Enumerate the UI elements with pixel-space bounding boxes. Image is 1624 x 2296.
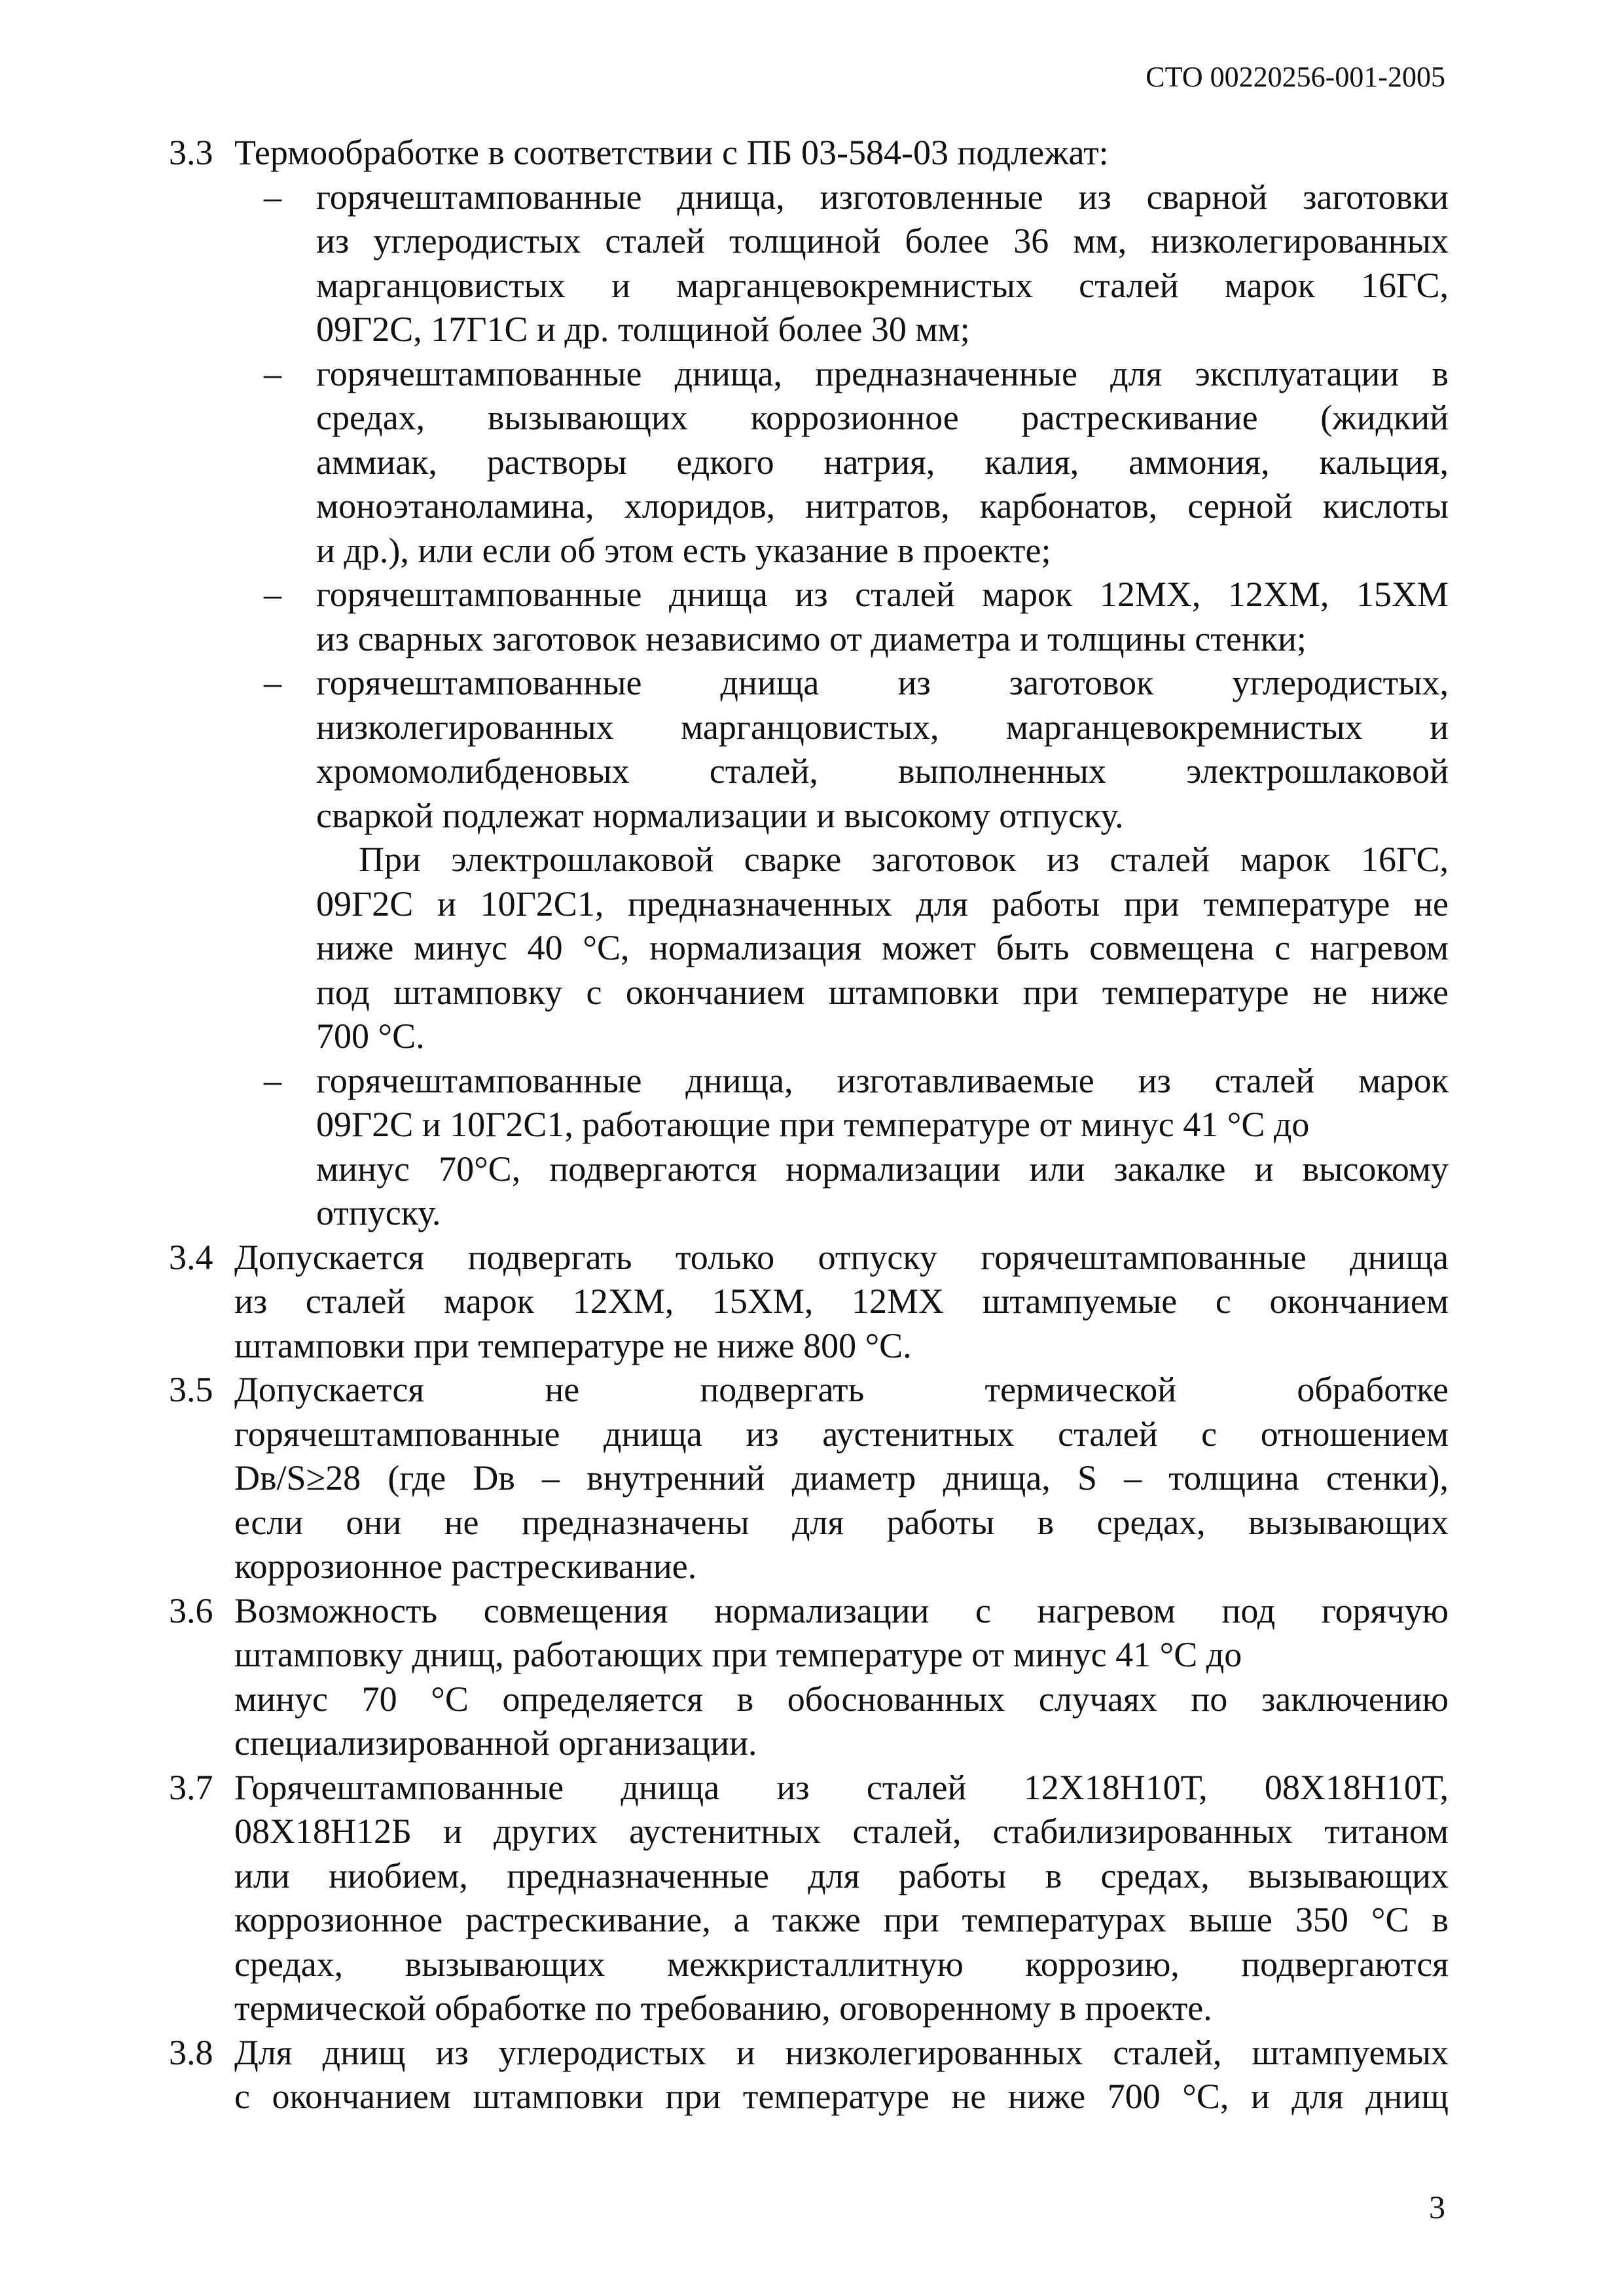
list-item-text: марганцовистых и марганцевокремнистых сталей марок 16ГС, bbox=[316, 265, 1449, 305]
dash-bullet: – bbox=[264, 663, 281, 702]
list-item-text: горячештампованные днища, предназначенные для эксплуатации в bbox=[316, 353, 1449, 393]
section-number: 3.3 bbox=[169, 133, 213, 172]
list-item bbox=[264, 661, 1449, 706]
section-text: с окончанием штамповки при температуре не ниже 700 °С, и для днищ bbox=[234, 2077, 1449, 2116]
section-3-4 bbox=[169, 1236, 1449, 1280]
section-text: если они не предназначены для работы в средах, вызывающих bbox=[234, 1502, 1449, 1542]
section-text: средах, вызывающих межкристаллитную коррозию, подвергаются bbox=[234, 1944, 1449, 1984]
list-item-text: моноэтаноламина, хлоридов, нитратов, карбонатов, серной кислоты bbox=[316, 486, 1449, 526]
paragraph-text: под штамповку с окончанием штамповки при температуре не ниже bbox=[316, 972, 1449, 1012]
section-text: коррозионное растрескивание. bbox=[234, 1547, 697, 1586]
list-item-text: горячештампованные днища, изготавливаемые из сталей марок bbox=[316, 1060, 1449, 1100]
section-text: или ниобием, предназначенные для работы в средах, вызывающих bbox=[234, 1856, 1449, 1895]
paragraph-text: 700 °С. bbox=[316, 1016, 425, 1056]
list-item-text: 09Г2С и 10Г2С1, работающие при температуре от минус 41 °С до bbox=[316, 1105, 1310, 1144]
list-item bbox=[264, 175, 1449, 220]
section-number: 3.8 bbox=[169, 2032, 213, 2072]
list-item bbox=[264, 352, 1449, 397]
list-item-text: и др.), или если об этом есть указание в проекте; bbox=[316, 530, 1051, 570]
page-number: 3 bbox=[1429, 2189, 1445, 2225]
section-text: штамповку днищ, работающих при температуре от минус 41 °С до bbox=[234, 1635, 1242, 1674]
list-item-text: 09Г2С, 17Г1С и др. толщиной более 30 мм; bbox=[316, 310, 970, 349]
section-text: Термообработке в соответствии с ПБ 03-584-03 подлежат: bbox=[234, 133, 1109, 172]
list-item-text: горячештампованные днища из сталей марок 12МХ, 12ХМ, 15ХМ bbox=[316, 575, 1449, 614]
section-text: Горячештампованные днища из сталей 12Х18Н10Т, 08Х18Н10Т, bbox=[234, 1767, 1449, 1807]
section-3-5 bbox=[169, 1368, 1449, 1412]
dash-bullet: – bbox=[264, 1060, 281, 1100]
dash-bullet: – bbox=[264, 177, 281, 217]
section-3-6 bbox=[169, 1589, 1449, 1634]
section-text: термической обработке по требованию, оговоренному в проекте. bbox=[234, 1988, 1212, 2028]
list-item-text: хромомолибденовых сталей, выполненных электрошлаковой bbox=[316, 751, 1449, 791]
list-item-text: из сварных заготовок независимо от диаметра и толщины стенки; bbox=[316, 619, 1307, 658]
section-text: Допускается не подвергать термической обработке bbox=[234, 1370, 1449, 1409]
section-text: специализированной организации. bbox=[234, 1723, 757, 1763]
section-number: 3.7 bbox=[169, 1767, 213, 1807]
list-item-text: низколегированных марганцовистых, марганцевокремнистых и bbox=[316, 707, 1449, 747]
list-item bbox=[264, 573, 1449, 617]
section-number: 3.4 bbox=[169, 1237, 213, 1277]
section-text: Возможность совмещения нормализации с нагревом под горячую bbox=[234, 1590, 1449, 1630]
section-text: коррозионное растрескивание, а также при температурах выше 350 °С в bbox=[234, 1900, 1449, 1939]
section-3-3-heading bbox=[169, 131, 1449, 175]
list-item-text: средах, вызывающих коррозионное растрескивание (жидкий bbox=[316, 398, 1449, 437]
list-item-text: сваркой подлежат нормализации и высокому отпуску. bbox=[316, 795, 1124, 835]
paragraph-text: При электрошлаковой сварке заготовок из сталей марок 16ГС, bbox=[359, 840, 1449, 879]
list-item-text: минус 70°С, подвергаются нормализации или закалке и высокому bbox=[316, 1149, 1449, 1189]
document-code: СТО 00220256-001-2005 bbox=[1146, 61, 1445, 93]
section-3-7 bbox=[169, 1766, 1449, 1810]
list-item-text: горячештампованные днища из заготовок углеродистых, bbox=[316, 663, 1449, 702]
dash-bullet: – bbox=[264, 353, 281, 393]
paragraph-text: 09Г2С и 10Г2С1, предназначенных для работы при температуре не bbox=[316, 884, 1449, 924]
list-item bbox=[264, 1059, 1449, 1103]
section-text: горячештампованные днища из аустенитных сталей с отношением bbox=[234, 1414, 1449, 1454]
paragraph-text: ниже минус 40 °С, нормализация может быть совмещена с нагревом bbox=[316, 928, 1449, 967]
section-3-8 bbox=[169, 2031, 1449, 2075]
section-text: штамповки при температуре не ниже 800 °С. bbox=[234, 1325, 912, 1365]
section-text: Допускается подвергать только отпуску горячештампованные днища bbox=[234, 1237, 1449, 1277]
section-number: 3.5 bbox=[169, 1370, 213, 1409]
dash-bullet: – bbox=[264, 575, 281, 614]
list-item-text: горячештампованные днища, изготовленные из сварной заготовки bbox=[316, 177, 1449, 217]
section-text: Для днищ из углеродистых и низколегированных сталей, штампуемых bbox=[234, 2032, 1449, 2072]
section-text: из сталей марок 12ХМ, 15ХМ, 12МХ штампуемые с окончанием bbox=[234, 1282, 1449, 1321]
list-item-text: отпуску. bbox=[316, 1193, 441, 1232]
section-text: Dв/S≥28 (где Dв – внутренний диаметр днища, S – толщина стенки), bbox=[234, 1458, 1449, 1498]
list-item-text: аммиак, растворы едкого натрия, калия, аммония, кальция, bbox=[316, 442, 1449, 482]
list-item-text: из углеродистых сталей толщиной более 36 мм, низколегированных bbox=[316, 221, 1449, 260]
section-text: минус 70 °С определяется в обоснованных случаях по заключению bbox=[234, 1679, 1449, 1719]
document-body bbox=[169, 131, 1449, 2119]
section-text: 08Х18Н12Б и других аустенитных сталей, стабилизированных титаном bbox=[234, 1812, 1449, 1851]
section-number: 3.6 bbox=[169, 1590, 213, 1630]
